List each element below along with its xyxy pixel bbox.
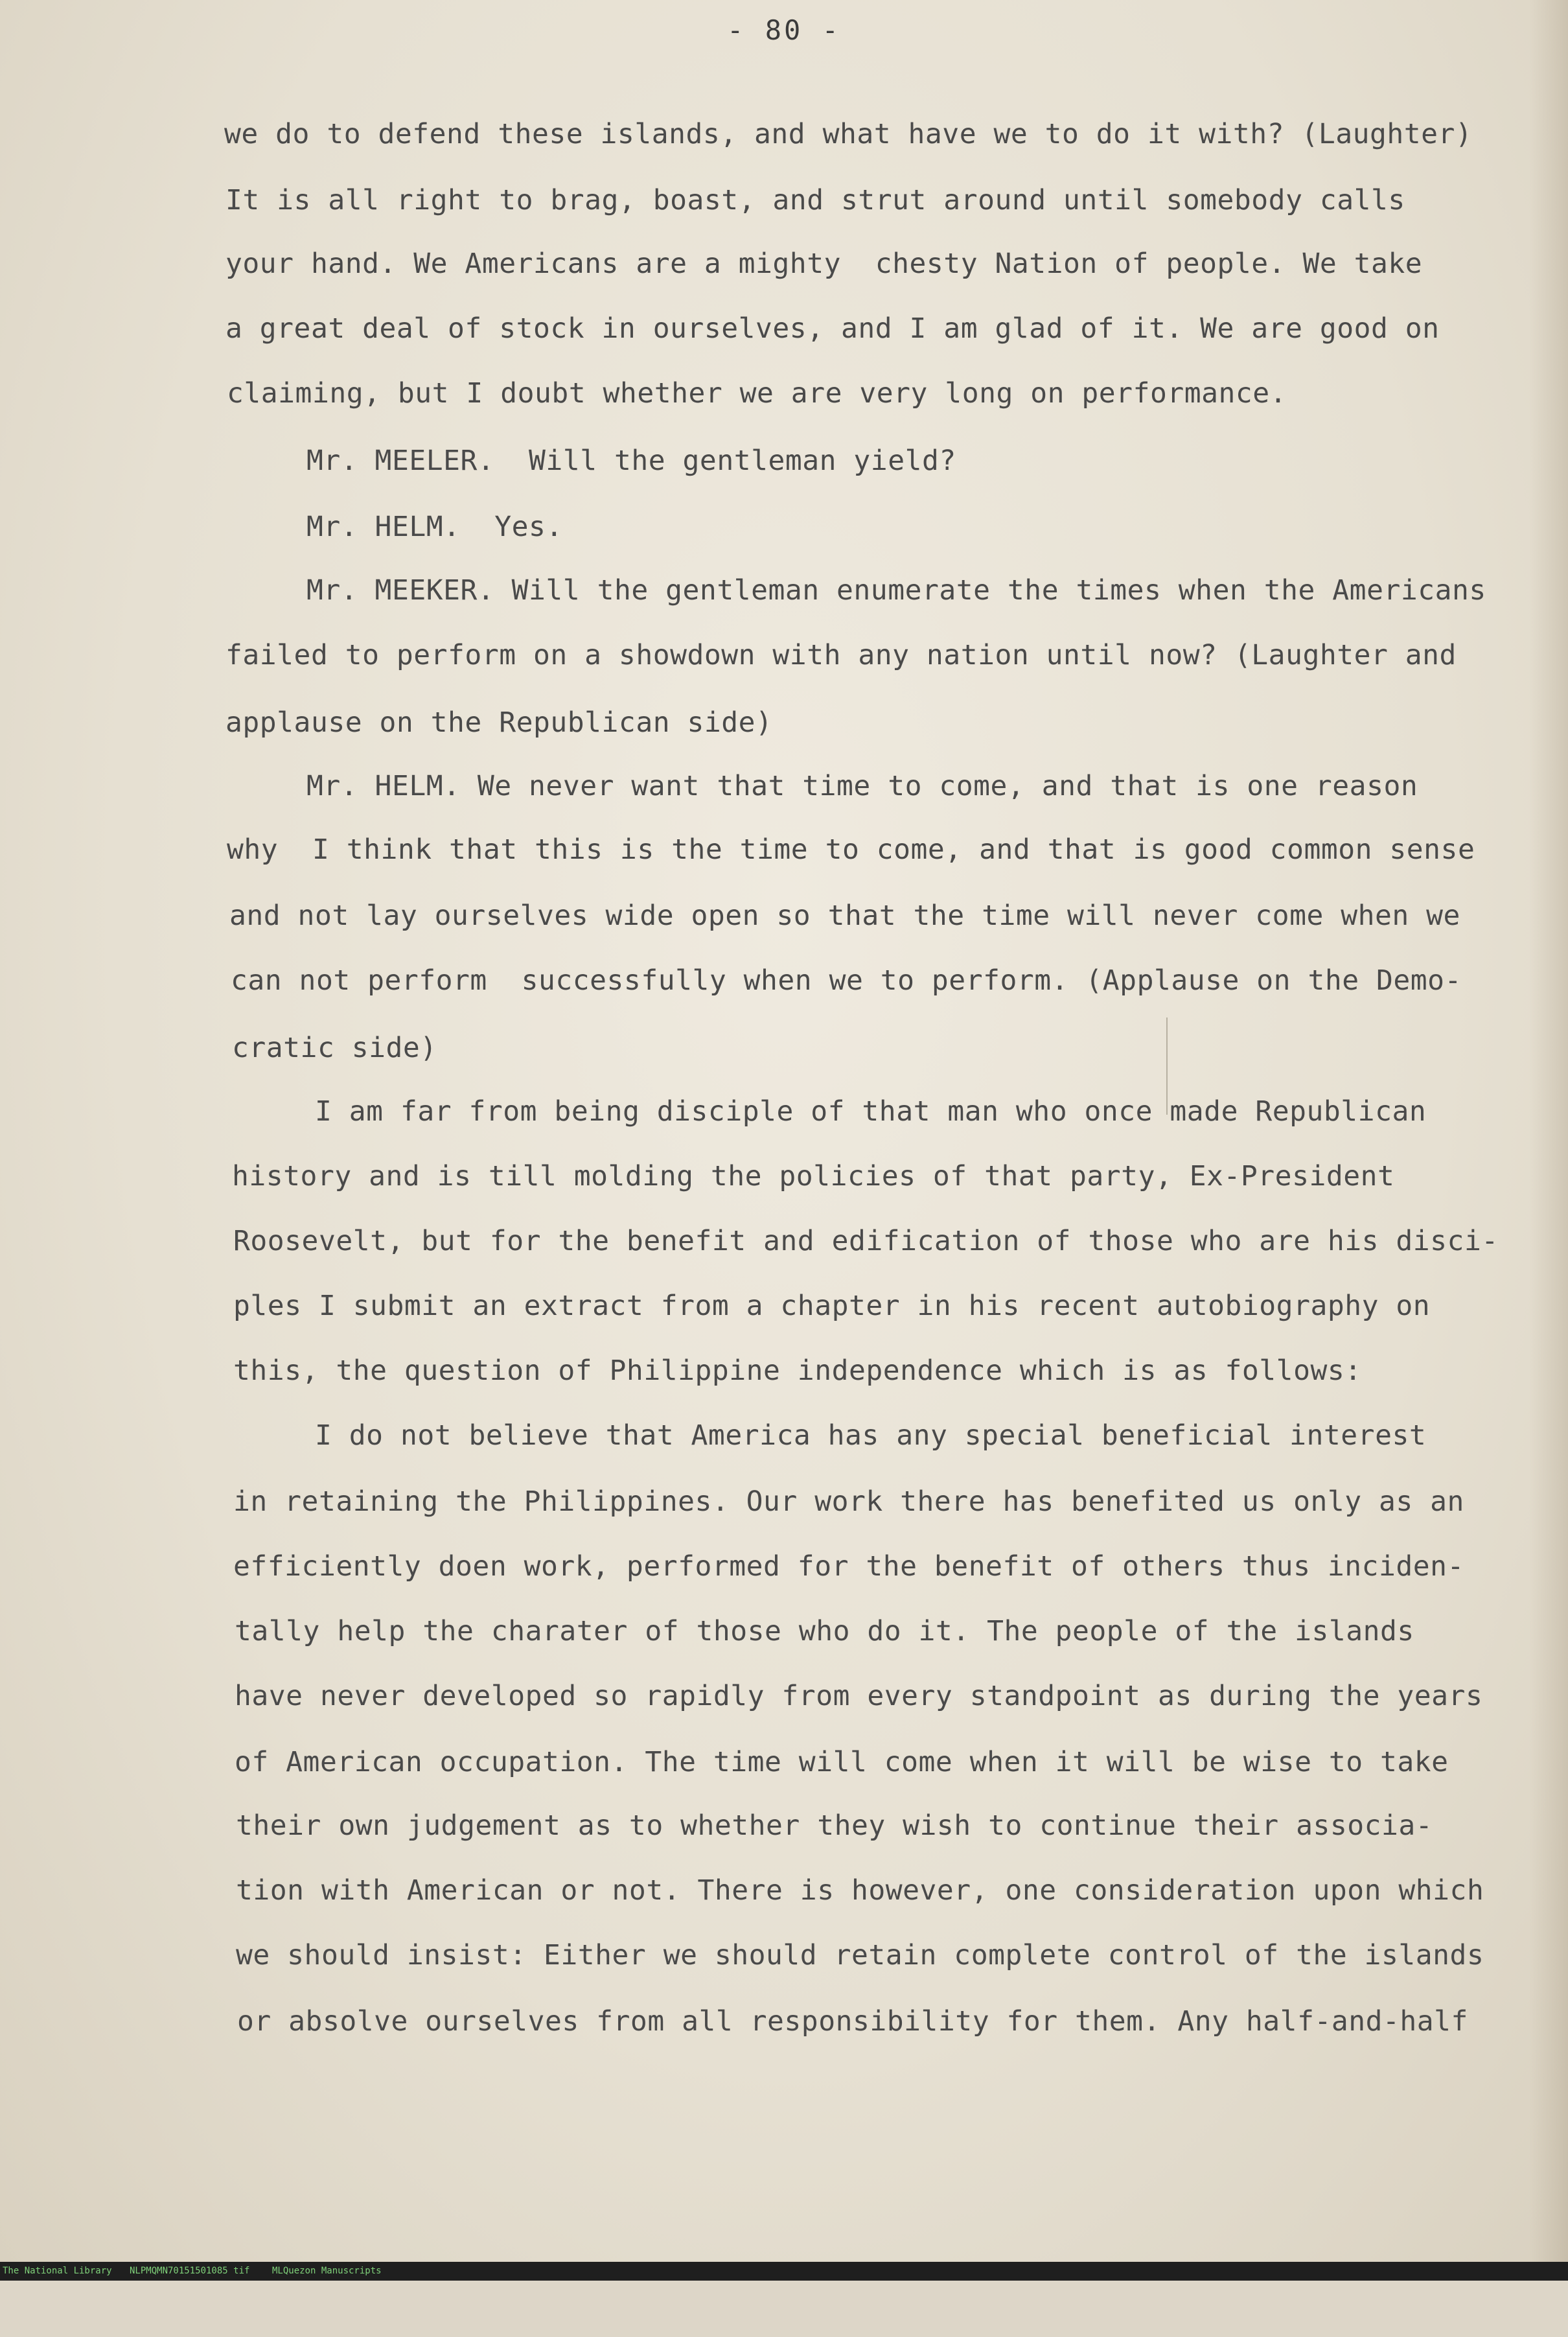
text-line: Roosevelt, but for the benefit and edification of those who are his disci- xyxy=(233,1225,1499,1257)
text-line: failed to perform on a showdown with any nation until now? (Laughter and xyxy=(225,639,1457,671)
text-line: a great deal of stock in ourselves, and I am glad of it. We are good on xyxy=(225,312,1440,345)
text-line: Mr. HELM. We never want that time to come, and that is one reason xyxy=(306,770,1418,802)
text-line: this, the question of Philippine independence which is as follows: xyxy=(233,1355,1362,1387)
text-line: why I think that this is the time to come, and that is good common sense xyxy=(227,833,1475,866)
text-line: your hand. We Americans are a mighty chesty Nation of people. We take xyxy=(225,248,1423,280)
text-line: of American occupation. The time will come when it will be wise to take xyxy=(235,1746,1449,1778)
text-line: I am far from being disciple of that man who once made Republican xyxy=(315,1095,1427,1128)
text-line: have never developed so rapidly from every standpoint as during the years xyxy=(235,1680,1483,1712)
text-line: applause on the Republican side) xyxy=(225,706,773,739)
text-line: and not lay ourselves wide open so that the time will never come when we xyxy=(229,900,1460,932)
footer-library: The National Library xyxy=(3,2266,112,2276)
text-line: can not perform successfully when we to perform. (Applause on the Demo- xyxy=(231,964,1462,997)
text-line: history and is till molding the policies of that party, Ex-President xyxy=(232,1160,1395,1192)
text-line: tion with American or not. There is however, one consideration upon which xyxy=(236,1874,1484,1907)
text-line: we should insist: Either we should retain complete control of the islands xyxy=(236,1939,1484,1971)
footer-collection: MLQuezon Manuscripts xyxy=(272,2266,382,2276)
text-line: Mr. MEEKER. Will the gentleman enumerate the times when the Americans xyxy=(306,574,1486,607)
text-line: in retaining the Philippines. Our work there has benefited us only as an xyxy=(233,1485,1464,1518)
text-line: It is all right to brag, boast, and strut around until somebody calls xyxy=(225,184,1405,216)
text-line: we do to defend these islands, and what have we to do it with? (Laughter) xyxy=(224,118,1473,150)
text-line: cratic side) xyxy=(232,1032,437,1064)
text-line: ples I submit an extract from a chapter in his recent autobiography on xyxy=(233,1290,1431,1322)
page-number: - 80 - xyxy=(727,14,841,46)
text-line: claiming, but I doubt whether we are very long on performance. xyxy=(227,377,1287,410)
paper-crease xyxy=(1166,1017,1168,1115)
text-line: efficiently doen work, performed for the benefit of others thus inciden- xyxy=(233,1550,1464,1583)
text-line: Mr. MEELER. Will the gentleman yield? xyxy=(306,445,956,477)
text-line: Mr. HELM. Yes. xyxy=(306,511,563,543)
text-line: I do not believe that America has any special beneficial interest xyxy=(315,1419,1427,1452)
text-line: tally help the charater of those who do it. The people of the islands xyxy=(235,1615,1414,1647)
text-line: their own judgement as to whether they wish to continue their associa- xyxy=(236,1809,1433,1842)
scan-footer-bar xyxy=(0,2262,1568,2281)
page-edge-shadow xyxy=(1529,0,1568,2262)
text-line: or absolve ourselves from all responsibility for them. Any half-and-half xyxy=(237,2005,1468,2038)
footer-file-id: NLPMQMN70151501085 tif xyxy=(130,2266,250,2276)
